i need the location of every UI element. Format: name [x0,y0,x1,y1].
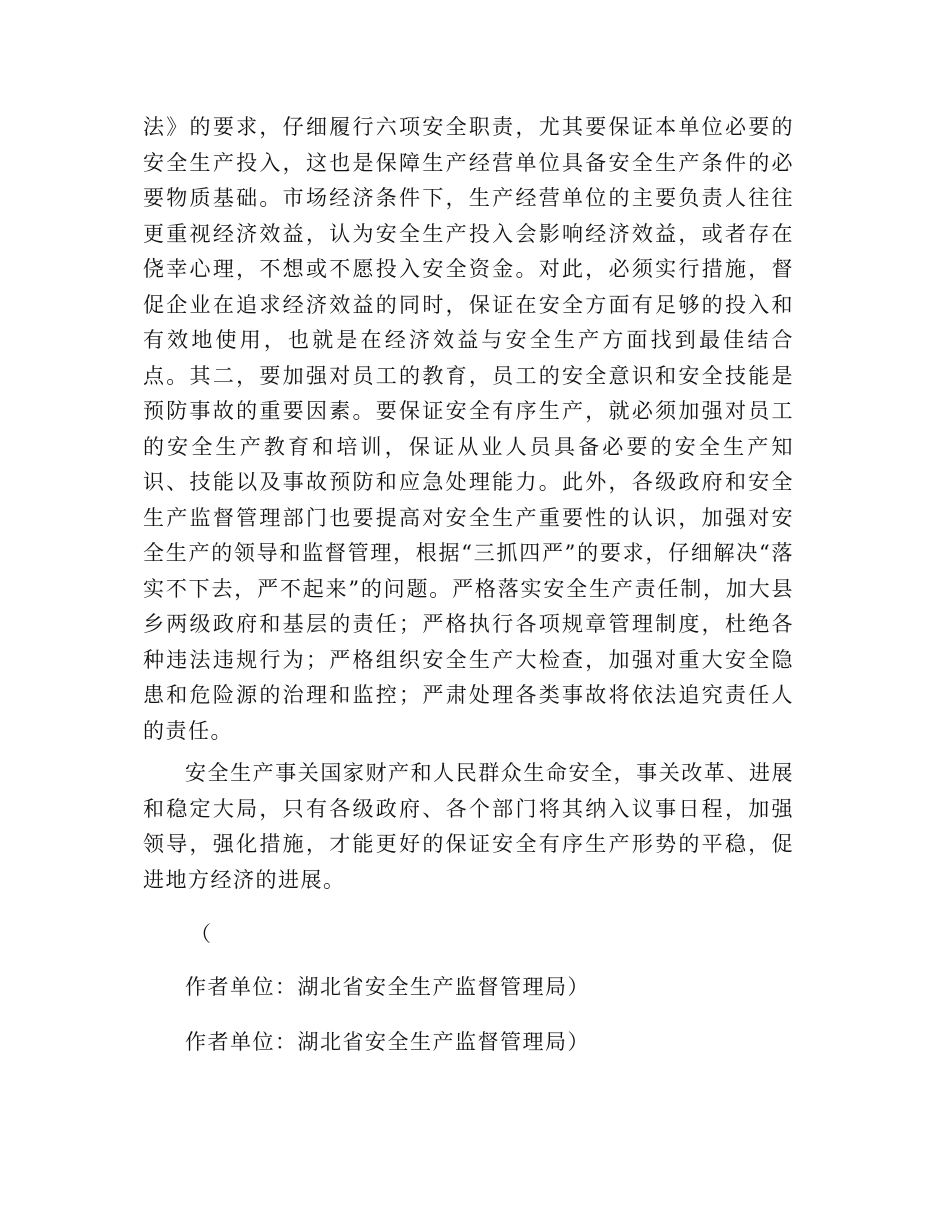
open-parenthesis: （ [190,922,213,946]
body-paragraph-1: 法》的要求，仔细履行六项安全职责，尤其要保证本单位必要的安全生产投入，这也是保障生产经营单位具备安全生产条件的必要物质基础。市场经济条件下，生产经营单位的主要负责人往往更重视经济效益，认为安全生产投入会影响经济效益，或者存在侥幸心理，不想或不愿投入安全资金。对此，必须实行措施，督促企业在追求经济效益的同时，保证在安全方面有足够的投入和有效地使用，也就是在经济效益与安全生产方面找到最佳结合点。其二，要加强对员工的教育，员工的安全意识和安全技能是预防事故的重要因素。要保证安全有序生产，就必须加强对员工的安全生产教育和培训，保证从业人员具备必要的安全生产知识、技能以及事故预防和应急处理能力。此外，各级政府和安全生产监督管理部门也要提高对安全生产重要性的认识，加强对安全生产的领导和监督管理，根据“三抓四严”的要求，仔细解决“落实不下去，严不起来”的问题。严格落实安全生产责任制，加大县乡两级政府和基层的责任；严格执行各项规章管理制度，杜绝各种违法违规行为；严格组织安全生产大检查，加强对重大安全隐患和危险源的治理和监控；严肃处理各类事故将依法追究责任人的责任。 [143,115,794,743]
author-affiliation-1: 作者单位：湖北省安全生产监督管理局） [185,975,590,999]
body-paragraph-2: 安全生产事关国家财产和人民群众生命安全，事关改革、进展和稳定大局，只有各级政府、各个部门将其纳入议事日程，加强领导，强化措施，才能更好的保证安全有序生产形势的平稳，促进地方经济的进展。 [143,761,794,892]
author-affiliation-2: 作者单位：湖北省安全生产监督管理局） [185,1030,590,1054]
